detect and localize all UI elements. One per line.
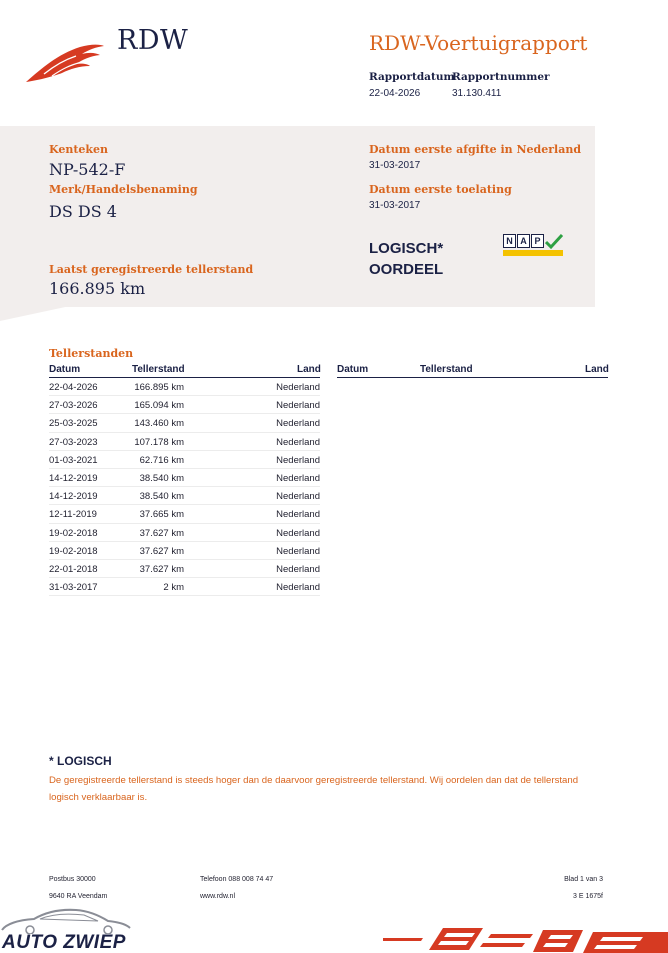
- row-km: 2 km: [163, 582, 184, 594]
- table-row: [49, 433, 320, 451]
- row-country: Nederland: [276, 382, 320, 393]
- col-country-header: Land: [297, 364, 321, 375]
- table-row: [49, 524, 320, 542]
- brand-label: Merk/Handelsbenaming: [49, 183, 198, 196]
- row-date: 31-03-2017: [49, 582, 98, 594]
- row-date: 22-04-2026: [49, 382, 98, 393]
- row-country: Nederland: [276, 436, 320, 448]
- nap-letter-a: A: [517, 234, 530, 248]
- row-country: Nederland: [276, 400, 320, 412]
- row-km: 37.627 km: [139, 563, 184, 575]
- report-date: 22-04-2026: [369, 88, 421, 99]
- note-text: De geregistreerde tellerstand is steeds hoger dan de daarvoor geregistreerde tellerstand. Wij oordelen dan dat de tellerstand logisch verklaarbaar is.: [49, 775, 579, 803]
- odometer-table: [49, 378, 320, 596]
- nap-letter-p: P: [531, 234, 544, 248]
- car-silhouette-icon: [0, 906, 135, 934]
- table-row: [49, 578, 320, 596]
- verdict-line-1: LOGISCH*: [369, 240, 444, 257]
- row-date: 14-12-2019: [49, 472, 98, 484]
- row-date: 19-02-2018: [49, 527, 98, 539]
- col-date-header: Datum: [49, 364, 81, 375]
- rdw-wing-logo-icon: [24, 38, 106, 84]
- row-km: 62.716 km: [139, 454, 184, 466]
- report-number-label: Rapportnummer: [452, 71, 550, 83]
- col-country-header-right: Land: [585, 364, 609, 375]
- report-title: RDW-Voertuigrapport: [369, 31, 588, 55]
- odometer-section-title: Tellerstanden: [49, 347, 134, 360]
- first-nl-value: 31-03-2017: [369, 160, 421, 171]
- note-title: * LOGISCH: [49, 754, 112, 768]
- report-date-label: Rapportdatum: [369, 71, 455, 83]
- row-km: 166.895 km: [134, 382, 184, 393]
- last-km-label: Laatst geregistreerde tellerstand: [49, 263, 254, 276]
- first-admission-value: 31-03-2017: [369, 200, 421, 211]
- row-country: Nederland: [276, 418, 320, 430]
- header-rule-right: [337, 377, 608, 378]
- table-row: [49, 451, 320, 469]
- panel-tail: [0, 306, 70, 321]
- table-row: [49, 469, 320, 487]
- table-row: [49, 378, 320, 396]
- nap-letter-n: N: [503, 234, 516, 248]
- col-km-header: Tellerstand: [132, 364, 185, 375]
- footer-phone: Telefoon 088 008 74 47: [200, 876, 274, 883]
- table-row: [49, 505, 320, 523]
- decorative-stripes: [383, 924, 668, 953]
- row-km: 37.627 km: [139, 527, 184, 539]
- row-date: 12-11-2019: [49, 509, 97, 521]
- col-date-header-right: Datum: [337, 364, 369, 375]
- row-date: 01-03-2021: [49, 454, 98, 466]
- verdict: [369, 238, 443, 280]
- row-km: 107.178 km: [134, 436, 184, 448]
- row-country: Nederland: [276, 582, 320, 594]
- row-date: 27-03-2023: [49, 436, 98, 448]
- row-country: Nederland: [276, 563, 320, 575]
- row-km: 37.627 km: [139, 545, 184, 557]
- row-date: 27-03-2026: [49, 400, 98, 412]
- row-km: 143.460 km: [134, 418, 184, 430]
- footer-address-line-1: Postbus 30000: [49, 876, 96, 883]
- row-country: Nederland: [276, 472, 320, 484]
- plate-value: NP-542-F: [49, 160, 126, 179]
- verdict-line-2: OORDEEL: [369, 261, 444, 278]
- footer-code: 3 E 1675f: [573, 893, 603, 900]
- col-km-header-right: Tellerstand: [420, 364, 473, 375]
- table-row: [49, 487, 320, 505]
- row-country: Nederland: [276, 509, 320, 521]
- footer-page: Blad 1 van 3: [564, 876, 603, 883]
- table-row: [49, 560, 320, 578]
- rdw-logo-text: RDW: [117, 25, 189, 56]
- table-row: [49, 396, 320, 414]
- dealer-logo-text: AUTO ZWIEP: [2, 932, 126, 953]
- row-km: 37.665 km: [139, 509, 184, 521]
- nap-yellow-bar: [503, 250, 563, 256]
- row-country: Nederland: [276, 545, 320, 557]
- first-admission-label: Datum eerste toelating: [369, 183, 512, 196]
- first-nl-label: Datum eerste afgifte in Nederland: [369, 143, 582, 156]
- nap-logo: [503, 234, 563, 256]
- row-km: 38.540 km: [139, 491, 184, 503]
- row-date: 14-12-2019: [49, 491, 98, 503]
- check-icon: [545, 234, 563, 250]
- row-date: 22-01-2018: [49, 563, 98, 575]
- brand-value: DS DS 4: [49, 202, 117, 221]
- last-km-value: 166.895 km: [49, 279, 146, 298]
- row-date: 19-02-2018: [49, 545, 98, 557]
- table-row: [49, 414, 320, 432]
- table-row: [49, 542, 320, 560]
- row-country: Nederland: [276, 454, 320, 466]
- row-km: 165.094 km: [134, 400, 184, 412]
- row-date: 25-03-2025: [49, 418, 98, 430]
- plate-label: Kenteken: [49, 143, 109, 156]
- report-number: 31.130.411: [452, 88, 502, 99]
- footer-web: www.rdw.nl: [200, 893, 236, 900]
- row-country: Nederland: [276, 527, 320, 539]
- row-country: Nederland: [276, 491, 320, 503]
- row-km: 38.540 km: [139, 472, 184, 484]
- footer-address-line-2: 9640 RA Veendam: [49, 893, 108, 900]
